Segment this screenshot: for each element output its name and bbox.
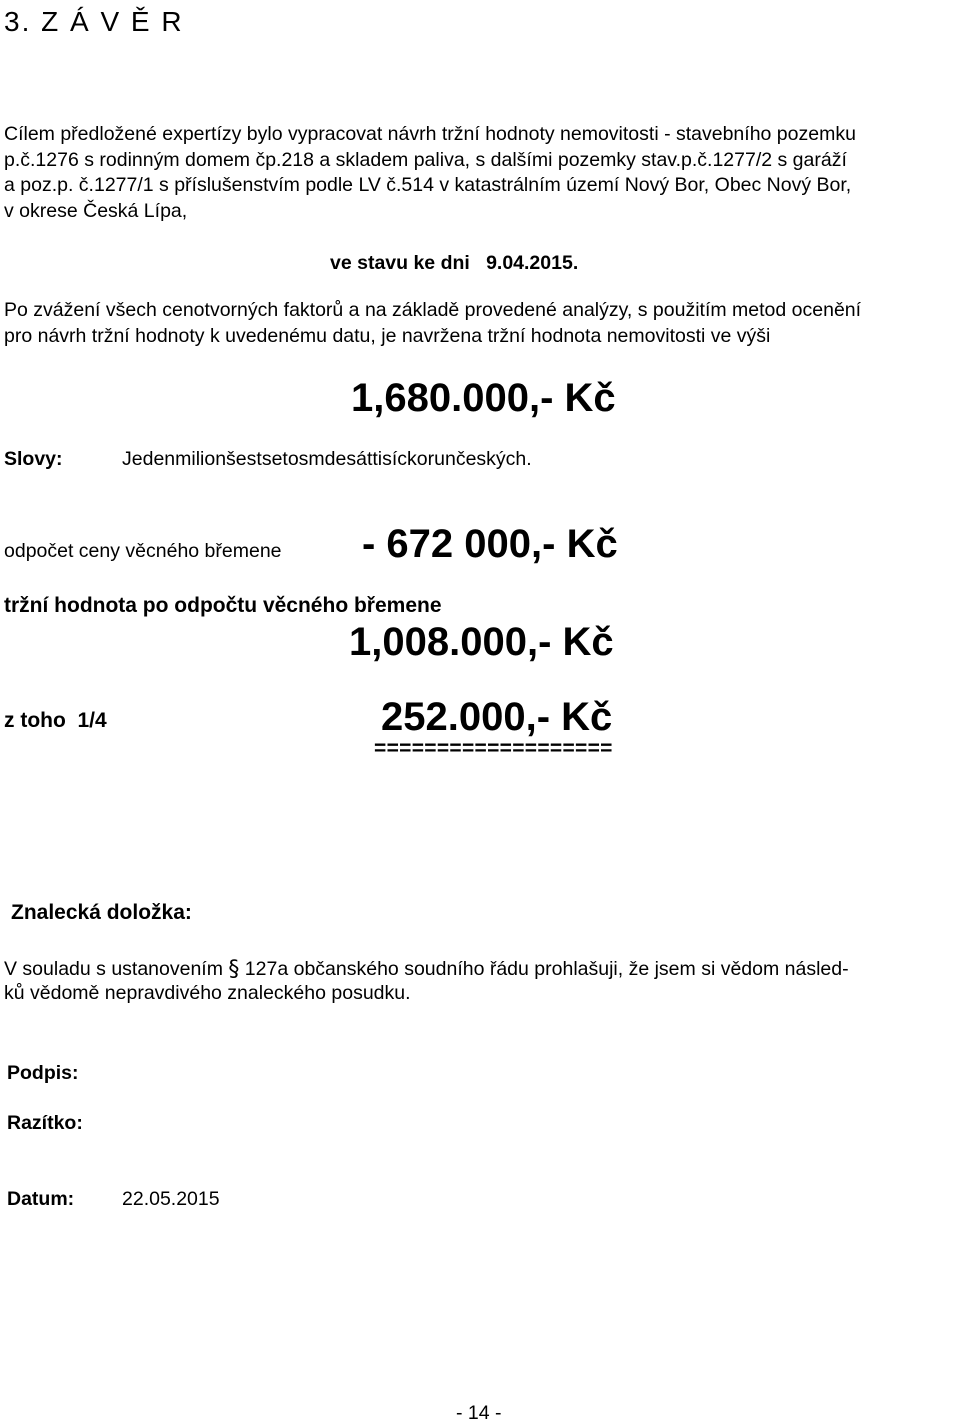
clause-text: V souladu s ustanovením xyxy=(4,958,229,980)
intro-line: p.č.1276 s rodinným domem čp.218 a skladem paliva, s dalšími pozemky stav.p.č.1277/2 s garáží xyxy=(4,149,847,171)
section-mark: § xyxy=(228,957,240,982)
signature-label: Podpis: xyxy=(7,1062,79,1084)
words-value: Jedenmilionšestsetosmdesáttisíckorunčeských. xyxy=(122,448,532,470)
consideration-line: Po zvážení všech cenotvorných faktorů a na základě provedené analýzy, s použitím metod ocenění xyxy=(4,299,862,321)
market-value: 1,680.000,- Kč xyxy=(351,376,616,420)
section-heading: 3. Z Á V Ě R xyxy=(4,6,184,37)
share-underline: =================== xyxy=(374,737,613,760)
words-label: Slovy: xyxy=(4,448,63,470)
page-number: - 14 - xyxy=(456,1402,502,1424)
deduction-value: - 672 000,- Kč xyxy=(362,522,618,566)
clause-text: 127a občanského soudního řádu prohlašuji, že jsem si vědom násled- xyxy=(239,958,849,980)
share-value: 252.000,- Kč xyxy=(381,695,613,739)
share-label: z toho 1/4 xyxy=(4,709,107,732)
clause-heading: Znalecká doložka: xyxy=(11,901,192,924)
clause-line xyxy=(4,956,849,981)
date-value: 22.05.2015 xyxy=(122,1188,220,1210)
valuation-date: ve stavu ke dni 9.04.2015. xyxy=(330,252,579,274)
after-deduction-value: 1,008.000,- Kč xyxy=(349,620,614,664)
clause-line: ků vědomě nepravdivého znaleckého posudku. xyxy=(4,982,411,1004)
after-deduction-label: tržní hodnota po odpočtu věcného břemene xyxy=(4,594,442,617)
deduction-label: odpočet ceny věcného břemene xyxy=(4,540,282,562)
intro-line: a poz.p. č.1277/1 s příslušenstvím podle LV č.514 v katastrálním území Nový Bor, Obec Nový Bor, xyxy=(4,174,852,196)
intro-line: Cílem předložené expertízy bylo vypracovat návrh tržní hodnoty nemovitosti - stavebního pozemku xyxy=(4,123,856,145)
stamp-label: Razítko: xyxy=(7,1112,83,1134)
date-label: Datum: xyxy=(7,1188,75,1210)
consideration-line: pro návrh tržní hodnoty k uvedenému datu, je navržena tržní hodnota nemovitosti ve výši xyxy=(4,325,771,347)
intro-line: v okrese Česká Lípa, xyxy=(4,200,188,222)
